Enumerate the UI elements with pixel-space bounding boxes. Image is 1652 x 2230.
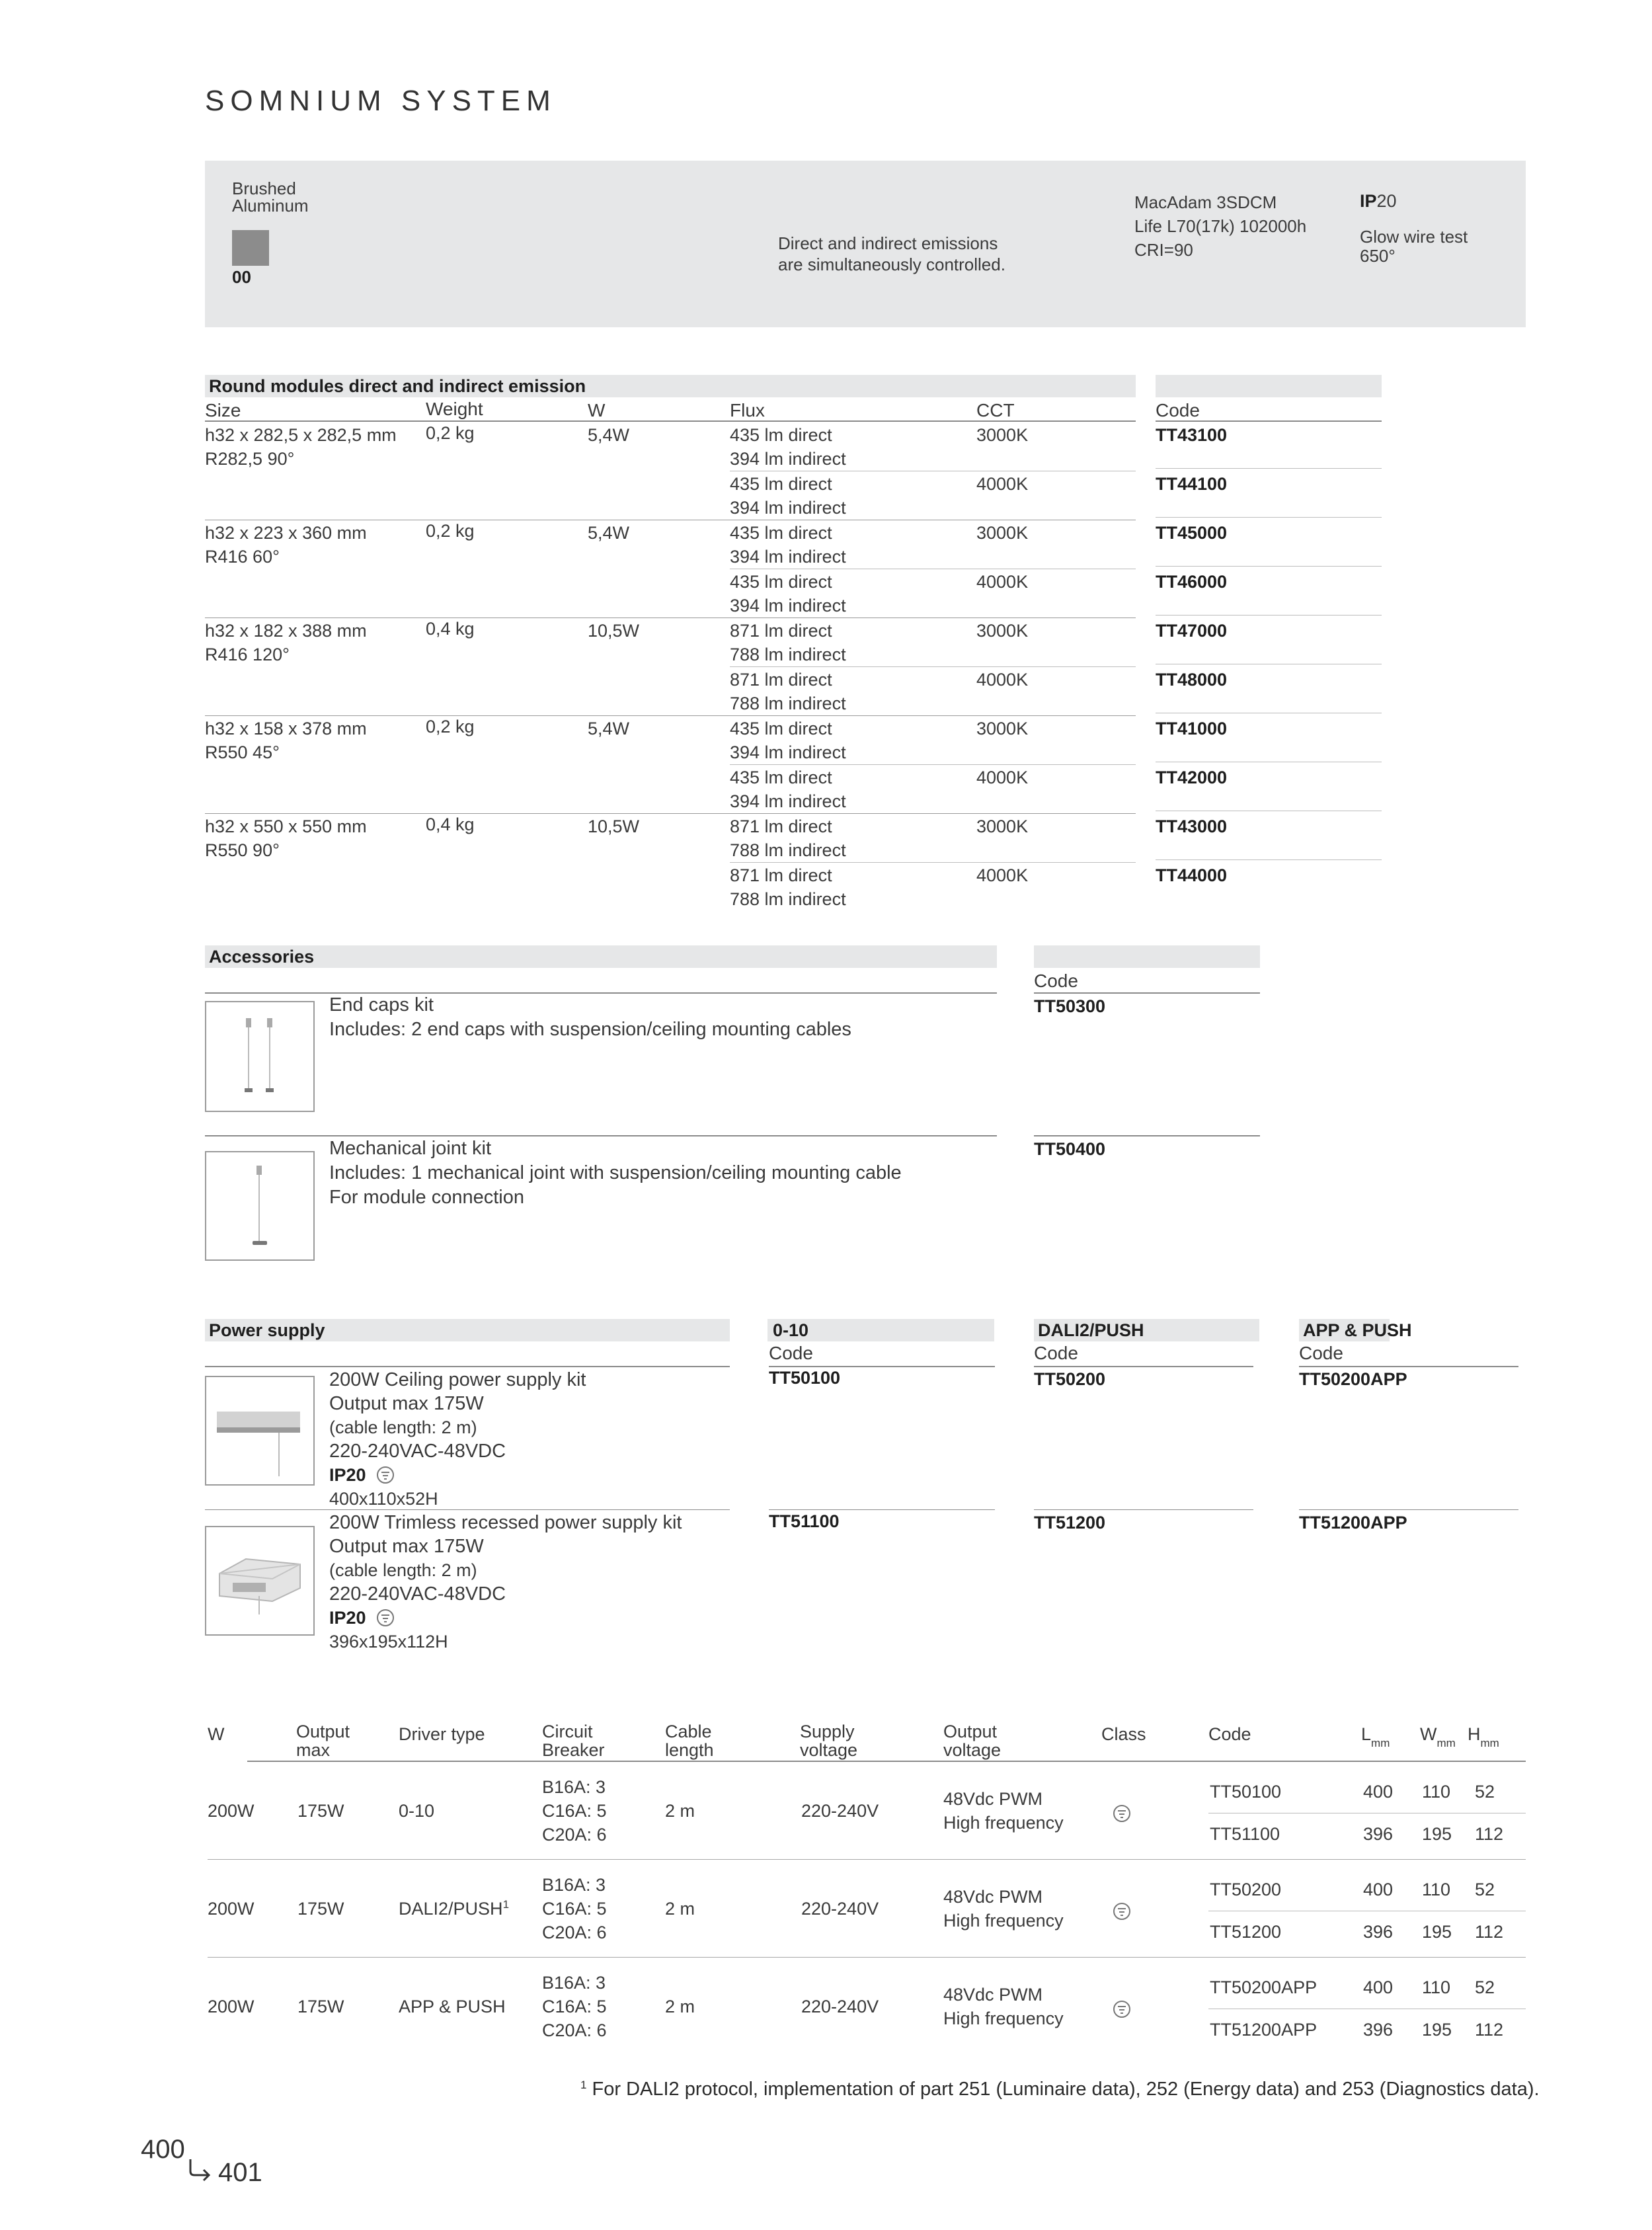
spec-cable: 2 m xyxy=(665,1997,695,2016)
spec-length: 396 xyxy=(1363,1824,1394,1844)
spec-life: Life L70(17k) 102000h xyxy=(1134,216,1307,236)
module-cct: 4000K xyxy=(976,670,1029,690)
spec-h-wd: $W_{mm}$ xyxy=(1420,1724,1456,1749)
module-size: h32 x 223 x 360 mm xyxy=(205,523,367,543)
module-flux-indirect: 394 lm indirect xyxy=(730,498,846,518)
emission-note: Direct and indirect emissions xyxy=(778,233,998,253)
recessed-power-supply-illustration xyxy=(206,1527,313,1634)
power-1-output: Output max 175W xyxy=(329,1393,484,1414)
spec-height: 112 xyxy=(1475,1824,1504,1844)
spec-breaker-c16: C16A: 5 xyxy=(542,1899,607,1919)
finish-swatch xyxy=(232,230,269,266)
spec-cable: 2 m xyxy=(665,1801,695,1821)
module-row-rule xyxy=(730,862,1136,863)
spec-w: 200W xyxy=(208,1997,255,2016)
col-code: Code xyxy=(1156,400,1200,420)
spec-code: TT51200APP xyxy=(1210,2020,1318,2040)
mechanical-joint-illustration xyxy=(206,1152,313,1259)
power-2-voltage: 220-240VAC-48VDC xyxy=(329,1583,506,1605)
module-code: TT46000 xyxy=(1156,572,1228,592)
modules-header-rule xyxy=(205,420,1136,422)
spec-driver: APP & PUSH xyxy=(399,1997,506,2016)
module-row-rule xyxy=(730,666,1136,667)
accessories-heading: Accessories xyxy=(209,947,315,967)
module-cct: 4000K xyxy=(976,474,1029,494)
glow-wire-test: Glow wire test xyxy=(1360,227,1468,247)
module-flux-indirect: 394 lm indirect xyxy=(730,742,846,762)
ceiling-power-supply-illustration xyxy=(206,1377,313,1484)
class-earth-icon xyxy=(1113,2001,1130,2018)
accessories-rule xyxy=(205,992,997,994)
spec-breaker-c20: C20A: 6 xyxy=(542,2020,607,2040)
spec-h-code: Code xyxy=(1208,1724,1251,1744)
module-cct: 4000K xyxy=(976,572,1029,592)
module-cct: 3000K xyxy=(976,621,1029,641)
class-earth-icon xyxy=(1113,1903,1130,1920)
spec-breaker-c16: C16A: 5 xyxy=(542,1801,607,1821)
spec-length: 400 xyxy=(1363,1782,1394,1802)
finish-label-2: Aluminum xyxy=(232,196,309,216)
spec-h-class: Class xyxy=(1101,1724,1146,1744)
module-radius: R416 120° xyxy=(205,645,290,664)
spec-cable: 2 m xyxy=(665,1899,695,1919)
spec-length: 400 xyxy=(1363,1977,1394,1997)
accessories-code-rule xyxy=(1034,992,1260,994)
module-size: h32 x 282,5 x 282,5 mm xyxy=(205,425,397,445)
spec-cri: CRI=90 xyxy=(1134,240,1193,260)
module-flux-indirect: 788 lm indirect xyxy=(730,645,846,664)
power-2-cable: (cable length: 2 m) xyxy=(329,1560,477,1580)
mechanical-joint-kit-image xyxy=(205,1151,315,1261)
module-radius: R416 60° xyxy=(205,547,280,567)
finish-code: 00 xyxy=(232,267,251,287)
power-1-title: 200W Ceiling power supply kit xyxy=(329,1369,586,1390)
spec-code: TT50200 xyxy=(1210,1880,1282,1899)
spec-outvolt: 48Vdc PWM xyxy=(943,1789,1043,1809)
spec-h-w: W xyxy=(208,1724,225,1744)
spec-driver: 0-10 xyxy=(399,1801,435,1821)
power-1-code-dali2: TT50200 xyxy=(1034,1369,1106,1389)
spec-w: 200W xyxy=(208,1899,255,1919)
spec-output: 175W xyxy=(297,1801,344,1821)
accessories-col-code: Code xyxy=(1034,971,1078,991)
power-2-ip: IP20 xyxy=(329,1608,366,1628)
module-flux-indirect: 394 lm indirect xyxy=(730,547,846,567)
module-row-rule xyxy=(730,764,1136,765)
emission-note-2: are simultaneously controlled. xyxy=(778,255,1005,274)
module-group-rule xyxy=(205,617,1136,618)
spec-length: 396 xyxy=(1363,2020,1394,2040)
module-flux-direct: 435 lm direct xyxy=(730,523,832,543)
module-power: 5,4W xyxy=(588,523,630,543)
spec-h-cable-2: length xyxy=(665,1740,714,1760)
power-code-label-3: Code xyxy=(1299,1343,1343,1363)
end-caps-kit-image xyxy=(205,1001,315,1112)
spec-width: 110 xyxy=(1422,1977,1451,1997)
module-cct: 3000K xyxy=(976,719,1029,738)
power-2-rule xyxy=(205,1509,730,1510)
next-page-number[interactable]: 401 xyxy=(218,2158,262,2187)
spec-h-h: $H_{mm}$ xyxy=(1468,1724,1499,1749)
spec-supply: 220-240V xyxy=(801,1801,879,1821)
power-2-dims: 396x195x112H xyxy=(329,1632,448,1652)
glow-wire-temp: 650° xyxy=(1360,246,1396,266)
spec-width: 195 xyxy=(1422,1824,1452,1844)
module-flux-indirect: 788 lm indirect xyxy=(730,840,846,860)
module-flux-indirect: 788 lm indirect xyxy=(730,889,846,909)
spec-height: 112 xyxy=(1475,1922,1504,1942)
spec-h-supply-2: voltage xyxy=(800,1740,858,1760)
module-code: TT48000 xyxy=(1156,670,1228,690)
power-1-voltage: 220-240VAC-48VDC xyxy=(329,1441,506,1462)
accessory-2-desc-2: For module connection xyxy=(329,1187,524,1208)
module-flux-direct: 871 lm direct xyxy=(730,865,832,885)
module-flux-indirect: 394 lm indirect xyxy=(730,449,846,469)
module-size: h32 x 550 x 550 mm xyxy=(205,816,367,836)
spec-breaker-b16: B16A: 3 xyxy=(542,1777,606,1797)
power-2-rule-2 xyxy=(1034,1509,1253,1510)
accessory-2-rule xyxy=(205,1135,997,1136)
spec-output: 175W xyxy=(297,1997,344,2016)
module-flux-direct: 435 lm direct xyxy=(730,572,832,592)
spec-driver: DALI2/PUSH$^1$ xyxy=(399,1898,510,1919)
spec-h-cable: Cable xyxy=(665,1722,712,1741)
modules-code-header-rule xyxy=(1156,420,1382,422)
spec-h-outvolt-2: voltage xyxy=(943,1740,1002,1760)
power-heading: Power supply xyxy=(209,1320,325,1340)
accessory-2-code: TT50400 xyxy=(1034,1139,1106,1159)
spec-height: 52 xyxy=(1475,1782,1495,1802)
power-1-cable: (cable length: 2 m) xyxy=(329,1417,477,1437)
spec-h-driver: Driver type xyxy=(399,1724,485,1744)
accessories-header-bar xyxy=(205,945,997,968)
spec-supply: 220-240V xyxy=(801,1997,879,2016)
col-size: Size xyxy=(205,400,241,420)
spec-h-output-2: max xyxy=(296,1740,331,1760)
accessory-2-name: Mechanical joint kit xyxy=(329,1138,491,1159)
spec-code: TT51100 xyxy=(1210,1824,1280,1844)
next-page-arrow-icon-svg xyxy=(186,2157,213,2183)
spec-length: 396 xyxy=(1363,1922,1394,1942)
power-code-label-2: Code xyxy=(1034,1343,1078,1363)
module-flux-direct: 871 lm direct xyxy=(730,670,832,690)
module-code: TT47000 xyxy=(1156,621,1228,641)
spec-w: 200W xyxy=(208,1801,255,1821)
spec-h-outvolt: Output xyxy=(943,1722,998,1741)
finish-label: Brushed xyxy=(232,179,296,198)
accessory-1-desc: Includes: 2 end caps with suspension/ceiling mounting cables xyxy=(329,1019,851,1040)
power-col-app: APP & PUSH xyxy=(1303,1320,1412,1340)
spec-height: 112 xyxy=(1475,2020,1504,2040)
spec-outvolt-freq: High frequency xyxy=(943,2009,1064,2028)
next-page-arrow-icon[interactable] xyxy=(186,2157,213,2183)
spec-h-breaker-2: Breaker xyxy=(542,1740,605,1760)
code-row-rule xyxy=(1156,566,1382,567)
spec-breaker-b16: B16A: 3 xyxy=(542,1875,606,1895)
accessory-1-name: End caps kit xyxy=(329,994,434,1015)
module-code: TT43100 xyxy=(1156,425,1228,445)
power-2-code-010: TT51100 xyxy=(769,1511,840,1531)
module-code: TT42000 xyxy=(1156,768,1228,787)
module-code: TT44100 xyxy=(1156,474,1228,494)
accessory-2-code-rule xyxy=(1034,1135,1260,1136)
class-earth-icon xyxy=(1113,1805,1130,1822)
power-1-ip: IP20 xyxy=(329,1465,366,1485)
module-flux-indirect: 394 lm indirect xyxy=(730,791,846,811)
spec-block-rule xyxy=(208,1957,1526,1958)
power-col-010: 0-10 xyxy=(773,1320,809,1340)
spec-width: 195 xyxy=(1422,1922,1452,1942)
spec-code: TT50100 xyxy=(1210,1782,1282,1802)
spec-block-rule xyxy=(208,1859,1526,1860)
spec-breaker-c20: C20A: 6 xyxy=(542,1825,607,1845)
module-weight: 0,4 kg xyxy=(426,619,475,639)
module-power: 5,4W xyxy=(588,425,630,445)
power-rule xyxy=(205,1366,730,1367)
spec-h-breaker: Circuit xyxy=(542,1722,593,1741)
module-flux-direct: 435 lm direct xyxy=(730,425,832,445)
module-group-rule xyxy=(205,813,1136,814)
power-2-code-dali2: TT51200 xyxy=(1034,1513,1106,1533)
module-code: TT43000 xyxy=(1156,816,1228,836)
module-size: h32 x 182 x 388 mm xyxy=(205,621,367,641)
module-radius: R550 90° xyxy=(205,840,280,860)
module-code: TT45000 xyxy=(1156,523,1228,543)
spec-width: 110 xyxy=(1422,1880,1451,1899)
module-power: 5,4W xyxy=(588,719,630,738)
page-number: 400 xyxy=(141,2135,185,2164)
module-flux-direct: 871 lm direct xyxy=(730,816,832,836)
power-1-dims: 400x110x52H xyxy=(329,1489,438,1509)
spec-width: 110 xyxy=(1422,1782,1451,1802)
spec-width: 195 xyxy=(1422,2020,1452,2040)
power-code-label-1: Code xyxy=(769,1343,813,1363)
code-row-rule xyxy=(1156,859,1382,860)
spec-code: TT50200APP xyxy=(1210,1977,1318,1997)
module-cct: 3000K xyxy=(976,816,1029,836)
end-caps-illustration xyxy=(206,1002,313,1111)
spec-macadam: MacAdam 3SDCM xyxy=(1134,192,1277,212)
power-1-code-app: TT50200APP xyxy=(1299,1369,1407,1389)
spec-code: TT51200 xyxy=(1210,1922,1282,1942)
accessories-code-header-bar xyxy=(1034,945,1260,968)
code-row-rule xyxy=(1156,468,1382,469)
module-weight: 0,2 kg xyxy=(426,423,475,443)
code-row-rule xyxy=(1156,517,1382,518)
module-flux-direct: 435 lm direct xyxy=(730,474,832,494)
spec-header-rule xyxy=(247,1761,1526,1762)
spec-supply: 220-240V xyxy=(801,1899,879,1919)
spec-height: 52 xyxy=(1475,1977,1495,1997)
module-cct: 3000K xyxy=(976,523,1029,543)
class-earth-icon xyxy=(377,1466,394,1484)
accessory-1-code: TT50300 xyxy=(1034,996,1106,1016)
col-flux: Flux xyxy=(730,400,765,420)
module-weight: 0,2 kg xyxy=(426,521,475,541)
module-flux-indirect: 394 lm indirect xyxy=(730,596,846,616)
ip-rating: IP20 xyxy=(1360,191,1397,211)
module-cct: 3000K xyxy=(976,425,1029,445)
spec-outvolt: 48Vdc PWM xyxy=(943,1985,1043,2005)
col-w: W xyxy=(588,400,606,420)
spec-h-l: $L_{mm}$ xyxy=(1361,1724,1390,1749)
spec-length: 400 xyxy=(1363,1880,1394,1899)
spec-outvolt-freq: High frequency xyxy=(943,1911,1064,1931)
recessed-power-supply-image xyxy=(205,1526,315,1636)
module-flux-direct: 435 lm direct xyxy=(730,768,832,787)
spec-height: 52 xyxy=(1475,1880,1495,1899)
accessory-2-desc: Includes: 1 mechanical joint with suspension/ceiling mounting cable xyxy=(329,1162,902,1183)
module-code: TT44000 xyxy=(1156,865,1228,885)
module-cct: 4000K xyxy=(976,865,1029,885)
footnote: $^1$ For DALI2 protocol, implementation of part 251 (Luminaire data), 252 (Energy data) and 253 (Diagnostics data). xyxy=(580,2079,1540,2100)
module-power: 10,5W xyxy=(588,621,640,641)
module-power: 10,5W xyxy=(588,816,640,836)
spec-breaker-c20: C20A: 6 xyxy=(542,1923,607,1942)
spec-h-output: Output xyxy=(296,1722,350,1741)
module-code: TT41000 xyxy=(1156,719,1228,738)
col-cct: CCT xyxy=(976,400,1015,420)
module-flux-direct: 871 lm direct xyxy=(730,621,832,641)
power-2-title: 200W Trimless recessed power supply kit xyxy=(329,1512,682,1533)
modules-code-header-bar xyxy=(1156,375,1382,397)
ceiling-power-supply-image xyxy=(205,1376,315,1486)
page-title: SOMNIUM SYSTEM xyxy=(205,85,557,117)
module-cct: 4000K xyxy=(976,768,1029,787)
module-flux-indirect: 788 lm indirect xyxy=(730,694,846,713)
power-2-code-app: TT51200APP xyxy=(1299,1513,1407,1533)
module-group-rule xyxy=(205,715,1136,716)
spec-output: 175W xyxy=(297,1899,344,1919)
power-2-rule-3 xyxy=(1299,1509,1518,1510)
spec-breaker-c16: C16A: 5 xyxy=(542,1997,607,2016)
modules-heading: Round modules direct and indirect emission xyxy=(209,376,586,396)
module-weight: 0,2 kg xyxy=(426,717,475,737)
power-1-code-010: TT50100 xyxy=(769,1368,841,1388)
class-earth-icon xyxy=(377,1609,394,1626)
module-radius: R282,5 90° xyxy=(205,449,295,469)
code-row-rule xyxy=(1156,615,1382,616)
module-size: h32 x 158 x 378 mm xyxy=(205,719,367,738)
spec-outvolt-freq: High frequency xyxy=(943,1813,1064,1833)
col-weight: Weight xyxy=(426,399,483,419)
power-col-dali2: DALI2/PUSH xyxy=(1038,1320,1144,1340)
spec-breaker-b16: B16A: 3 xyxy=(542,1973,606,1993)
module-flux-direct: 435 lm direct xyxy=(730,719,832,738)
module-weight: 0,4 kg xyxy=(426,815,475,834)
spec-outvolt: 48Vdc PWM xyxy=(943,1887,1043,1907)
module-radius: R550 45° xyxy=(205,742,280,762)
spec-h-supply: Supply xyxy=(800,1722,855,1741)
power-2-output: Output max 175W xyxy=(329,1536,484,1557)
